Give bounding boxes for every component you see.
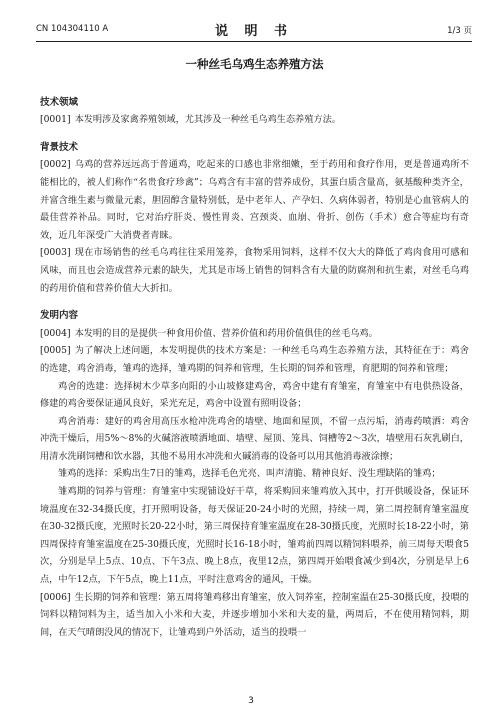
page-number: 3 [248, 696, 254, 706]
paragraph-chick-selection: 雏鸡的选择：采购出生7日的雏鸡，选择毛色光亮、叫声清脆、精神良好、没生理缺陷的雏鸡； [58, 468, 441, 480]
section-heading-background: 背景技术 [40, 141, 79, 153]
paragraph-text: 本发明的目的是提供一种食用价值、营养价值和药用价值俱佳的丝毛乌鸡。 [74, 327, 378, 339]
paragraph-0006 [40, 589, 469, 642]
section-heading-tech-field: 技术领域 [40, 96, 79, 108]
paragraph-0003 [40, 244, 469, 297]
header-rule [36, 41, 472, 42]
document-body [40, 56, 469, 641]
paragraph-0002 [40, 156, 469, 244]
paragraph-number: [0005] [40, 345, 71, 357]
paragraph-text: 本发明涉及家禽养殖领域，尤其涉及一种丝毛乌鸡生态养殖方法。 [74, 114, 341, 126]
paragraph-number: [0003] [40, 247, 71, 259]
paragraph-number: [0001] [40, 114, 71, 126]
paragraph-text: 现在市场销售的丝毛乌鸡往往采用笼养，食物采用饲料，这样不仅大大的降低了鸡肉食用可感和风味，而且也会造成营养元素的缺失，尤其是市场上销售的饲料含有大量的防腐剂和抗生素，对丝毛乌鸡的药用价值和营养价值大大折扣。 [40, 247, 469, 294]
paragraph-number: [0002] [40, 159, 71, 171]
paragraph-chick-rearing: 雏鸡期的饲养与管理：育雏室中实现铺设好干草，将采购回来雏鸡放入其中，打开供暖设备，保证环境温度在32-34摄氏度，打开照明设备，每天保证20-24小时的光照，持续一周，第二周控制育雏室温度在30-32摄氏度，光照时长20-22小时，第三周保持育雏室温度在28-30摄氏度，光照时长18-22小时，第四周保持育雏室温度在25-30摄氏度，光照时长16-18小时，雏鸡前四周以精饲料喂养，前三周每天喂食5次，分别是早上5点、10点、下午3点、晚上8点，夜里12点，第四周开始喂食减少到4次，分别是早上6点，中午12点，下午5点，晚上11点，平时注意鸡舍的通风，干燥。 [40, 486, 469, 586]
section-heading-invention: 发明内容 [40, 310, 79, 322]
paragraph-number: [0006] [40, 591, 71, 603]
paragraph-coop-site: 鸡舍的选建：选择树木少草多向阳的小山坡修建鸡舍，鸡舍中建有育雏室，育雏室中有电供热设备，修建的鸡舍要保证通风良好，采光充足，鸡舍中设置有照明设备； [40, 380, 469, 410]
page-header [36, 18, 472, 40]
paragraph-number: [0004] [40, 327, 71, 339]
paragraph-text: 乌鸡的营养远远高于普通鸡，吃起来的口感也非常细嫩，至于药用和食疗作用，更是普通鸡所不能相比的，被人们称作“名贵食疗珍禽”；乌鸡含有丰富的营养成份，其蛋白质含量高，氨基酸种类齐全，并富含维生素与微量元素，胆固醇含量特别低，是中老年人、产孕妇、久病体弱者，特别是心血管病人的最佳营养补品。同时，它对治疗肝炎、慢性胃炎、宫颈炎、血崩、骨折、创伤（手术）愈合等症均有奇效，近几年深受广大消费者青睐。 [40, 159, 469, 241]
paragraph-coop-disinfection: 鸡舍消毒：建好的鸡舍用高压水枪冲洗鸡舍的墙壁、地面和屋顶，不留一点污垢，消毒药喷洒：鸡舍冲洗干燥后，用5%～8%的火碱溶液喷洒地面、墙壁、屋顶、笼具、饲槽等2～3次，墙壁用石灰乳刷白，用清水洗刷饲槽和饮水器，其他不易用水冲洗和火碱消毒的设备可以用其他消毒液涂擦； [40, 415, 469, 462]
paragraph-0005 [40, 342, 469, 377]
document-type: 说 明 书 [214, 24, 294, 39]
document-title: 一种丝毛乌鸡生态养殖方法 [185, 57, 324, 71]
publication-number: CN 104304110 A [36, 24, 109, 34]
paragraph-text: 为了解决上述问题，本发明提供的技术方案是：一种丝毛乌鸡生态养殖方法，其特征在于：鸡舍的选建，鸡舍消毒，雏鸡的选择，雏鸡期的饲养和管理，生长期的饲养和管理，育肥期的饲养和管理； [40, 345, 469, 374]
page-info: 1/3 页 [447, 26, 472, 36]
paragraph-0004 [40, 325, 469, 343]
paragraph-text: 生长期的饲养和管理：第五周将雏鸡移出育雏室，放入饲养室，控制室温在25-30摄氏度，投喂的饲料以精饲料为主，适当加入小米和大麦，并逐步增加小米和大麦的量，两周后，不在使用精饲料，期间，在天气晴朗没风的情况下，让雏鸡到户外活动，适当的投喂一 [40, 591, 469, 638]
paragraph-0001 [40, 111, 469, 129]
